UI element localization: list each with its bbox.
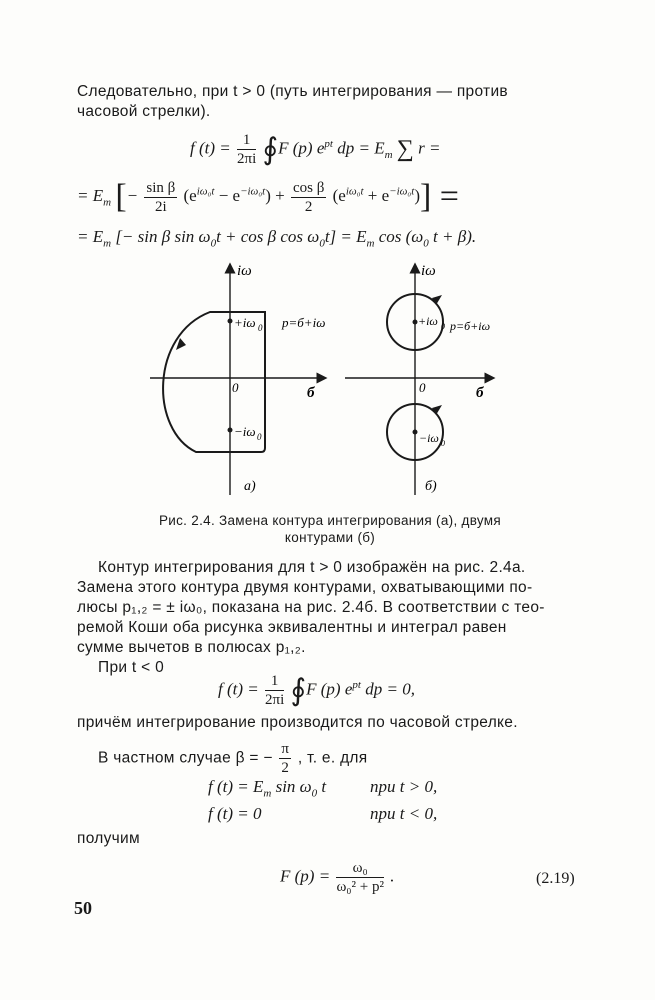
- right-pole-top: [413, 320, 418, 325]
- right-pole-top-sub: 0: [441, 322, 445, 331]
- para1-line1: Следовательно, при t > 0 (путь интегрирования — против: [77, 83, 508, 100]
- right-origin-label: 0: [419, 380, 426, 395]
- right-p-label: p=б+iω: [450, 319, 491, 333]
- eq2-paren2: (e: [332, 185, 346, 205]
- left-pole-top-sub: 0: [258, 323, 263, 333]
- eq2-bracket-open: [: [115, 178, 127, 215]
- figure-caption: [130, 512, 530, 546]
- para3-line2: [98, 740, 367, 777]
- eq1-contour-integral: ∮: [262, 133, 279, 166]
- eq2-close2: ): [414, 185, 420, 205]
- para3-fraction: [279, 740, 291, 777]
- right-pole-bottom-sub: 0: [441, 439, 445, 448]
- para3-frac-den: 2: [281, 760, 290, 776]
- left-pole-top-label: +iω: [234, 315, 256, 330]
- eq4-fraction: [265, 672, 284, 709]
- eq2-minus: −: [126, 185, 139, 205]
- eq5-row1-lhs: f (t) = E: [208, 777, 264, 796]
- eq3-start: = E: [77, 227, 104, 246]
- right-pole-bottom: [413, 430, 418, 435]
- caption-line2: контурами (б): [284, 530, 376, 545]
- equation-number: (2.19): [536, 870, 575, 887]
- eq5-row1-rhs: sin ω: [271, 777, 312, 796]
- eq1-sum: ∑: [396, 136, 414, 162]
- equation-6: [280, 859, 395, 896]
- eq1-lhs: f (t) =: [190, 138, 231, 158]
- left-pole-bottom-sub: 0: [257, 432, 262, 442]
- eq3-sub-m: m: [103, 237, 112, 250]
- eq3-body5: t + β).: [428, 227, 477, 246]
- eq2-sub-m: m: [103, 196, 112, 209]
- eq4-exponent: pt: [352, 678, 361, 691]
- para2-line3: люсы p₁,₂ = ± iω₀, показана на рис. 2.4б. В соответствии с тео-: [77, 599, 545, 616]
- eq3-body2: t + cos β cos ω: [216, 227, 320, 246]
- left-pole-bottom: [228, 428, 233, 433]
- left-sub-label: a): [244, 479, 256, 494]
- eq1-tail: dp = E: [332, 138, 385, 158]
- left-p-label: p=б+iω: [282, 315, 326, 330]
- eq6-frac-num: ω₀: [336, 859, 384, 878]
- right-pole-top-label: +iω: [418, 314, 438, 328]
- eq6-fraction: [336, 859, 384, 896]
- caption-line1: Рис. 2.4. Замена контура интегрирования (а), двумя: [158, 513, 501, 528]
- para2-line1: Контур интегрирования для t > 0 изображён на рис. 2.4а.: [98, 559, 526, 576]
- left-pole-bottom-label: −iω: [234, 424, 256, 439]
- equation-5-row2-cond: при t < 0,: [370, 804, 438, 823]
- eq4-body: F (p) e: [306, 679, 353, 699]
- eq1-frac-den: 2πi: [237, 151, 257, 167]
- eq3-sub0b: 0: [319, 237, 325, 250]
- right-axis-x-label: б: [476, 385, 484, 401]
- eq2-mid1: − e: [214, 185, 241, 205]
- eq2-frac1-num: sin β: [146, 179, 176, 196]
- eq3-body3: t] = E: [324, 227, 367, 246]
- eq2-exp2: −iω₀t: [240, 185, 266, 198]
- eq4-frac-num: 1: [265, 672, 284, 691]
- left-pole-top: [228, 319, 233, 324]
- eq5-row1-sub: m: [263, 787, 272, 800]
- eq2-paren1: (e: [183, 185, 197, 205]
- eq6-end: .: [390, 866, 395, 886]
- equation-5-row2: f (t) = 0: [208, 804, 262, 823]
- eq1-sub-m: m: [384, 148, 393, 161]
- right-pole-bottom-label: −iω: [419, 431, 439, 445]
- left-origin-label: 0: [232, 380, 239, 395]
- eq2-start: = E: [77, 185, 104, 205]
- eq3-body: [− sin β sin ω: [111, 227, 211, 246]
- figure-left-panel: [150, 263, 325, 495]
- eq3-sub-m2: m: [366, 237, 375, 250]
- eq5-row1-t: t: [317, 777, 327, 796]
- eq2-exp4: −iω₀t: [389, 185, 415, 198]
- eq4-lhs: f (t) =: [218, 679, 259, 699]
- para2-line6: При t < 0: [98, 659, 165, 676]
- eq4-contour-integral: ∮: [290, 674, 307, 707]
- left-axis-x-label: б: [307, 385, 315, 401]
- eq4-tail: dp = 0,: [360, 679, 415, 699]
- figure-right-panel: [345, 263, 490, 495]
- eq3-sub0a: 0: [210, 237, 217, 250]
- eq3-sub0c: 0: [423, 237, 429, 250]
- eq2-exp3: iω₀t: [345, 185, 364, 198]
- eq5-row1-sub0: 0: [311, 787, 318, 800]
- left-axis-y-label: iω: [237, 263, 252, 279]
- eq6-lhs: F (p) =: [280, 866, 331, 886]
- eq2-frac2-num: cos β: [292, 179, 325, 196]
- eq2-frac1-den: 2i: [154, 198, 167, 215]
- eq6-frac-den: ω₀² + p²: [336, 879, 384, 895]
- eq2-mid2: + e: [363, 185, 390, 205]
- eq1-exponent: pt: [324, 137, 333, 150]
- eq2-bracket-close: ] =: [419, 178, 459, 215]
- para3-line2-end: , т. е. для: [297, 749, 368, 767]
- eq2-frac2-den: 2: [304, 198, 313, 215]
- page-number: 50: [74, 898, 92, 918]
- eq2-close1: ) +: [265, 185, 285, 205]
- eq1-frac-num: 1: [237, 131, 256, 150]
- para2-line2: Замена этого контура двумя контурами, охватывающими по-: [77, 579, 533, 596]
- equation-5-row1: [208, 777, 326, 799]
- para3-line2-start: В частном случае β = −: [98, 749, 273, 767]
- para4-line1: получим: [77, 830, 140, 847]
- para2-line5: сумме вычетов в полюсах p₁,₂.: [77, 639, 306, 656]
- eq4-frac-den: 2πi: [265, 692, 285, 708]
- eq1-end: r =: [413, 138, 441, 158]
- para2-line4: ремой Коши оба рисунка эквивалентны и интеграл равен: [77, 619, 507, 636]
- equation-5-row1-cond: при t > 0,: [370, 777, 438, 796]
- para1-line2: часовой стрелки).: [77, 103, 211, 120]
- para3-frac-num: π: [281, 741, 290, 757]
- para3-line1: причём интегрирование производится по часовой стрелке.: [77, 714, 518, 731]
- right-sub-label: б): [425, 479, 437, 494]
- equation-4: [218, 672, 415, 709]
- eq2-exp1: iω₀t: [196, 185, 215, 198]
- eq3-body4: cos (ω: [374, 227, 424, 246]
- eq1-body: F (p) e: [278, 138, 325, 158]
- right-axis-y-label: iω: [421, 263, 436, 279]
